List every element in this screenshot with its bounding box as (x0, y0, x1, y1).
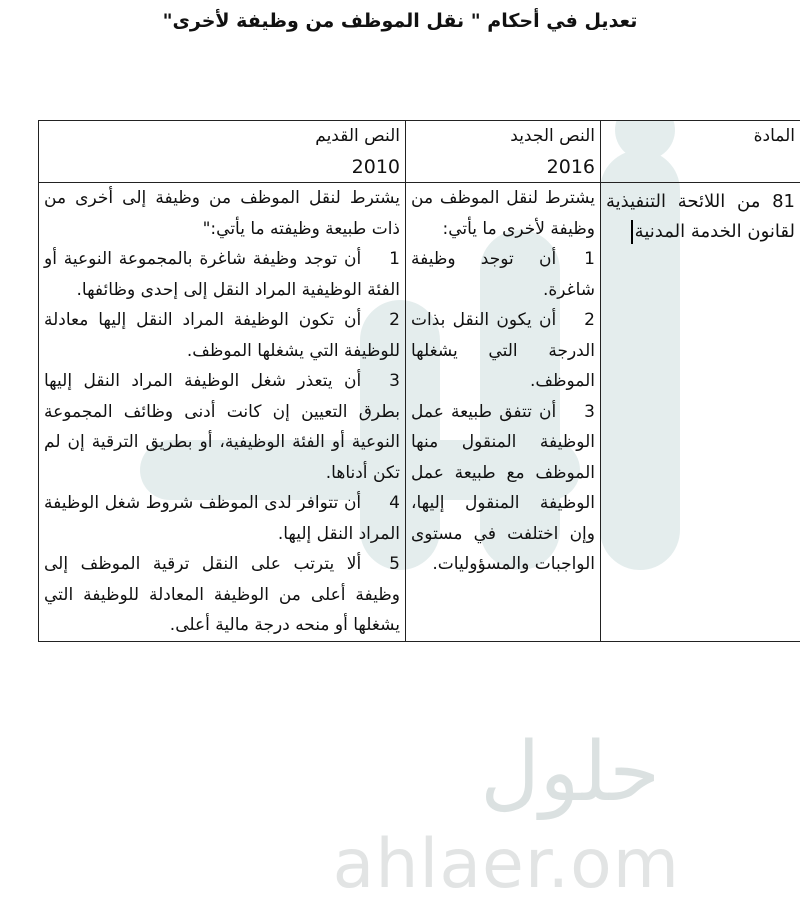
old-item-text: أن تتوافر لدى الموظف شروط شغل الوظيفة المراد النقل إليها. (44, 493, 400, 544)
mada-cell (601, 183, 800, 642)
old-item-text: أن تكون الوظيفة المراد النقل إليها معادلة للوظيفة التي يشغلها الموظف. (44, 310, 400, 361)
header-mada (601, 121, 800, 183)
new-item (411, 397, 595, 580)
watermark-arabic-text: حلول (480, 725, 660, 820)
old-item (44, 549, 400, 641)
old-text-cell (39, 183, 406, 642)
new-item-number: 1 (584, 249, 595, 269)
old-item-text: أن توجد وظيفة شاغرة بالمجموعة النوعية أو الفئة الوظيفية المراد النقل إلى إحدى وظائفها. (44, 249, 400, 300)
new-item (411, 305, 595, 397)
header-new-label: النص الجديد (411, 121, 595, 152)
old-item-text: أن يتعذر شغل الوظيفة المراد النقل إليها بطرق التعيين إن كانت أدنى وظائف المجموعة النوعية أو الفئة الوظيفية، أو بطريق الترقية إن لم تكن أدناها. (44, 371, 400, 483)
table-row (39, 183, 800, 642)
old-item (44, 488, 400, 549)
comparison-table (38, 120, 800, 642)
old-item-number: 5 (389, 554, 400, 574)
new-item-text: أن تتفق طبيعة عمل الوظيفة المنقول منها الموظف مع طبيعة عمل الوظيفة المنقول إليها، وإن اختلفت في مستوى الواجبات والمسؤوليات. (411, 402, 595, 575)
old-item (44, 305, 400, 366)
old-intro: يشترط لنقل الموظف من وظيفة إلى أخرى من ذات طبيعة وظيفته ما يأتي:" (44, 183, 400, 244)
new-text-cell (406, 183, 601, 642)
header-old-label: النص القديم (44, 121, 400, 152)
watermark-latin-text: ahlaer.om (333, 825, 680, 904)
old-item-number: 3 (389, 371, 400, 391)
new-intro: يشترط لنقل الموظف من وظيفة لأخرى ما يأتي: (411, 183, 595, 244)
new-item-number: 2 (584, 310, 595, 330)
old-item-text: ألا يترتب على النقل ترقية الموظف إلى وظيفة أعلى من الوظيفة المعادلة للوظيفة التي يشغلها أو منحه درجة مالية أعلى. (44, 554, 400, 635)
new-item-text: أن يكون النقل بذات الدرجة التي يشغلها الموظف. (411, 310, 595, 391)
old-item-number: 1 (389, 249, 400, 269)
header-old (39, 121, 406, 183)
new-item (411, 244, 595, 305)
old-item-number: 4 (389, 493, 400, 513)
old-item (44, 366, 400, 488)
new-item-text: أن توجد وظيفة شاغرة. (411, 249, 595, 300)
table-header-row (39, 121, 800, 183)
header-old-year: 2010 (44, 152, 400, 183)
header-new (406, 121, 601, 183)
old-item (44, 244, 400, 305)
old-item-number: 2 (389, 310, 400, 330)
mada-text: 81 من اللائحة التنفيذية لقانون الخدمة المدنية (606, 191, 795, 242)
new-item-number: 3 (584, 402, 595, 422)
header-mada-label: المادة (606, 121, 795, 152)
header-new-year: 2016 (411, 152, 595, 183)
page-title: تعديل في أحكام " نقل الموظف من وظيفة لأخرى" (0, 10, 800, 32)
text-cursor (631, 220, 633, 244)
